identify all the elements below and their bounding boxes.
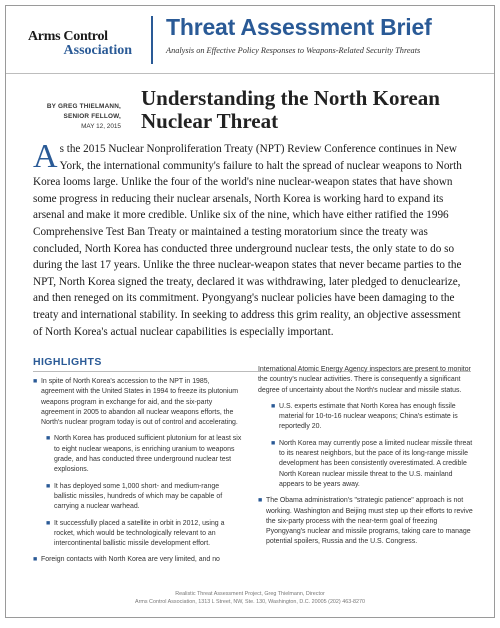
highlight-text: North Korea may currently pose a limited nuclear missile threat to its nearest neighbors, but the pace of its long-range missile development has been consistently overestimated. A credible North Korean nuclear missile threat to the U.S. mainland appears to be years away. xyxy=(279,439,473,488)
intro-paragraph xyxy=(33,138,471,340)
highlights-heading: HIGHLIGHTS xyxy=(33,356,102,368)
article-title: Understanding the North Korean Nuclear Threat xyxy=(141,86,440,133)
highlight-bullet xyxy=(33,377,243,428)
highlight-text: North Korea has produced sufficient plutonium for at least six to eight nuclear weapons, is enriching uranium to weapons grade, and has conducted three underground nuclear test explosions. xyxy=(54,435,242,474)
highlight-text: The Obama administration's "strategic patience" approach is not working. Washington and Beijing must step up their efforts to revive the six-party process with the near-term goal of freezing Pyongyang's nuclear and missile programs, taking care to manage potential spoilers, Russia and the U.S. Congress. xyxy=(266,497,473,546)
highlights-left-column xyxy=(33,377,243,572)
highlight-continuation xyxy=(258,365,474,396)
highlight-text: In spite of North Korea's accession to the NPT in 1985, agreement with the United States in 1994 to freeze its plutonium weapons program in exchange for aid, and the six-party agreement in 2005 to abandon all nuclear weapons efforts, the North's nuclear program today is out of control and accelerating. xyxy=(41,378,239,427)
highlight-text: It successfully placed a satellite in orbit in 2012, using a rocket, which would be technologically relevant to an intercontinental ballistic missile development effort. xyxy=(54,519,225,548)
highlight-sub-bullet xyxy=(46,519,243,550)
aca-logo xyxy=(28,30,140,57)
highlight-text: Foreign contacts with North Korea are very limited, and no xyxy=(41,556,220,564)
highlight-sub-bullet xyxy=(46,434,243,475)
byline-author: BY GREG THIELMANN, xyxy=(46,103,121,110)
byline-date: MAY 12, 2015 xyxy=(81,123,121,130)
bullet-icon: ■ xyxy=(33,378,38,385)
bullet-icon: ■ xyxy=(33,556,38,564)
highlight-text: It has deployed some 1,000 short- and medium-range ballistic missiles, hundreds of which may be capable of carrying a nuclear warhead. xyxy=(54,482,223,511)
highlight-text: U.S. experts estimate that North Korea has enough fissile material for 10-to-16 nuclear weapons; China's estimate is reportedly 20. xyxy=(279,402,458,431)
document-page xyxy=(5,5,495,618)
highlight-sub-bullet xyxy=(46,482,243,513)
bullet-icon: ■ xyxy=(271,402,276,410)
footer xyxy=(6,591,494,606)
logo-line-1: Arms Control xyxy=(28,29,108,44)
logo-line-2: Association xyxy=(63,43,132,58)
bullet-icon: ■ xyxy=(46,519,51,527)
highlight-bullet xyxy=(258,496,474,547)
byline xyxy=(20,102,121,132)
bullet-icon: ■ xyxy=(271,439,276,447)
intro-text: s the 2015 Nuclear Nonproliferation Treaty (NPT) Review Conference continues in New York, the international community's failure to halt the spread of nuclear weapons to North Korea looms large. Unlike the four of the world's nine nuclear-weapon states that have shown some progress in reducing their nuclear arsenals, North Korea is working hard to expand its arsenal and make it more credible. Unlike six of the nine, which have either ratified the 1996 Comprehensive Test Ban Treaty or maintained a testing moratorium since the treaty was concluded, North Korea has conducted three underground nuclear tests, the only state to do so during the last 17 years. Unlike the three nuclear-weapon states that never became parties to the NPT, North Korea signed the treaty, declared it was withdrawing, later pledged to denuclearize, and then reneged on its commitment. Pyongyang's nuclear policies have been damaging to the treaty and international stability. In seeking to address this grim reality, an objective assessment of North Korea's actual nuclear capabilities is especially important. xyxy=(33,143,462,338)
header-divider xyxy=(151,16,153,64)
header xyxy=(6,6,494,74)
highlight-text: International Atomic Energy Agency inspectors are present to monitor the country's nuclear activities. There is consequently a significant degree of uncertainty about the North's nuclear and missile status. xyxy=(258,366,471,394)
highlight-bullet xyxy=(33,555,243,565)
byline-role: SENIOR FELLOW, xyxy=(63,113,121,120)
bullet-icon: ■ xyxy=(46,435,51,443)
brief-subtitle: Analysis on Effective Policy Responses to Weapons-Related Security Threats xyxy=(166,46,421,55)
highlight-sub-bullet xyxy=(271,439,474,490)
highlight-sub-bullet xyxy=(271,402,474,433)
footer-line-2: Arms Control Association, 1313 L Street, NW, Ste. 130, Washington, D.C. 20005 (202) 463-8270 xyxy=(134,598,366,605)
bullet-icon: ■ xyxy=(258,497,263,505)
highlights-right-column xyxy=(258,365,474,554)
drop-cap: A xyxy=(33,138,58,175)
footer-line-1: Realistic Threat Assessment Project, Greg Thielmann, Director xyxy=(175,591,325,597)
header-rule xyxy=(6,73,494,74)
brief-title: Threat Assessment Brief xyxy=(166,14,432,40)
bullet-icon: ■ xyxy=(46,482,51,490)
